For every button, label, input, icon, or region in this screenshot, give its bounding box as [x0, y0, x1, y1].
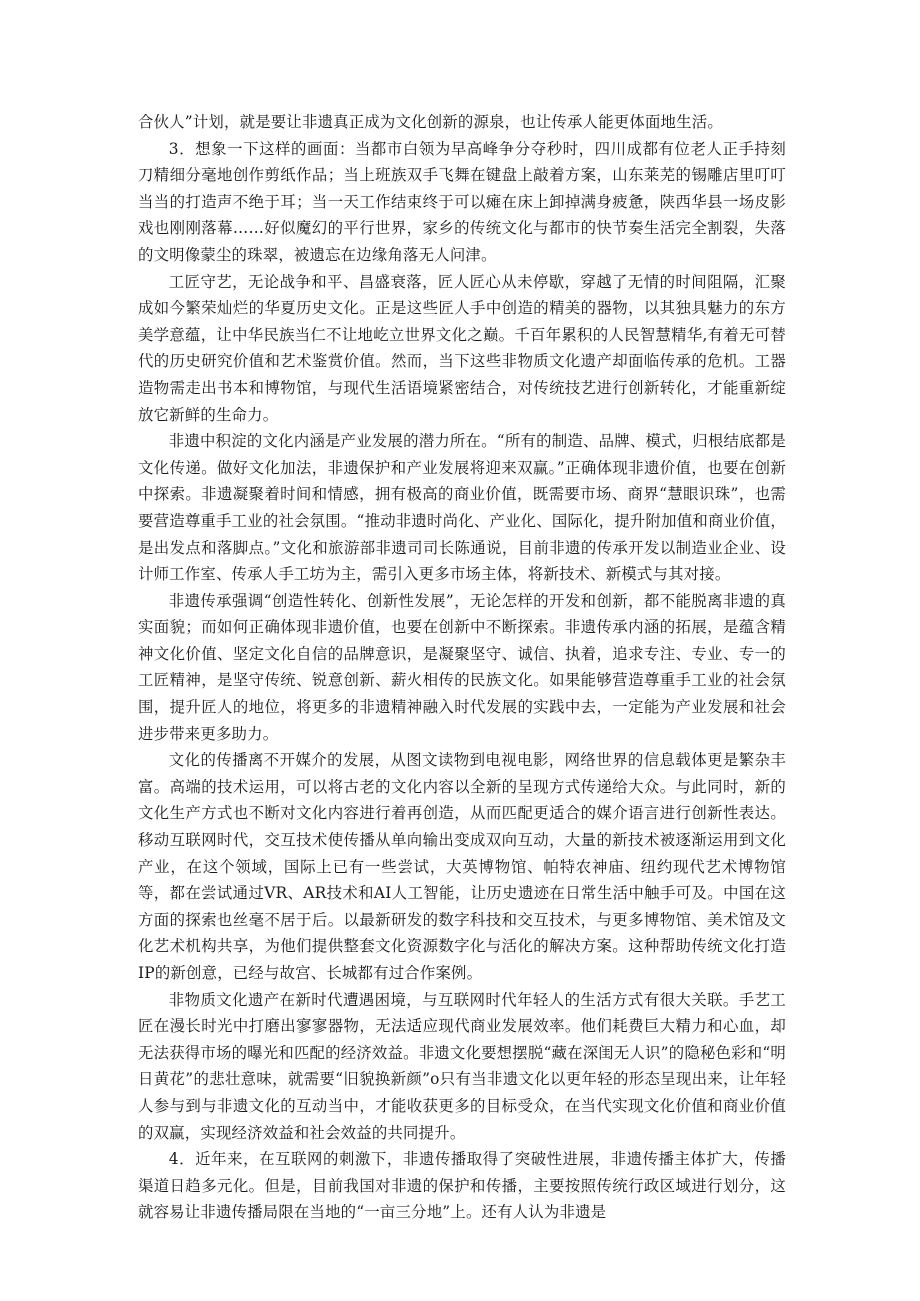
paragraph-industry-potential: 非遗中积淀的文化内涵是产业发展的潜力所在。“所有的制造、品牌、模式，归根结底都是文化传递。做好文化加法，非遗保护和产业发展将迎来双赢。”正确体现非遗价值，也要在创新中探索。非遗凝聚着时间和情感，拥有极高的商业价值，既需要市场、商界“慧眼识珠”，也需要营造尊重手工业的社会氛围。“推动非遗时尚化、产业化、国际化，提升附加值和商业价值，是出发点和落脚点。”文化和旅游部非遗司司长陈通说，目前非遗的传承开发以制造业企业、设计师工作室、传承人手工坊为主，需引入更多市场主体，将新技术、新模式与其对接。: [138, 432, 786, 584]
paragraph-new-era: 非物质文化遗产在新时代遭遇困境，与互联网时代年轻人的生活方式有很大关联。手艺工匠在漫长时光中打磨出寥寥器物，无法适应现代商业发展效率。他们耗费巨大精力和心血，却无法获得市场的曝光和匹配的经济效益。非遗文化要想摆脱“藏在深闺无人识”的隐秘色彩和“明日黄花”的悲壮意味，就需要“旧貌换新颜”o只有当非遗文化以更年轻的形态呈现出来，让年轻人参与到与非遗文化的互动当中，才能收获更多的目标受众，在当代实现文化价值和商业价值的双赢，实现经济效益和社会效益的共同提升。: [138, 990, 786, 1142]
paragraph-continuation: 合伙人”计划，就是要让非遗真正成为文化创新的源泉，也让传承人能更体面地生活。: [138, 113, 723, 131]
paragraph-item-4: 4．近年来，在互联网的刺激下，非遗传播取得了突破性进展，非遗传播主体扩大，传播渠道日趋多元化。但是，目前我国对非遗的保护和传播，主要按照传统行政区域进行划分，这就容易让非遗传播局限在当地的“一亩三分地”上。还有人认为非遗是: [138, 1150, 786, 1222]
document-body: [138, 109, 786, 1226]
paragraph-inheritance: 非遗传承强调“创造性转化、创新性发展”，无论怎样的开发和创新，都不能脱离非遗的真实面貌；而如何正确体现非遗价值，也要在创新中不断探索。非遗传承内涵的拓展，是蕴含精神文化价值、坚定文化自信的品牌意识，是凝聚坚守、诚信、执着，追求专注、专业、专一的工匠精神，是坚守传统、锐意创新、薪火相传的民族文化。如果能够营造尊重手工业的社会氛围，提升匠人的地位，将更多的非遗精神融入时代发展的实践中去，一定能为产业发展和社会进步带来更多助力。: [138, 591, 786, 743]
paragraph-item-3: 3．想象一下这样的画面：当都市白领为早高峰争分夺秒时，四川成都有位老人正手持刻刀精细分毫地创作剪纸作品；当上班族双手飞舞在键盘上敲着方案，山东莱芜的锡雕店里叮叮当当的打造声不绝于耳；当一天工作结束终于可以瘫在床上卸掉满身疲惫，陕西华县一场皮影戏也刚刚落幕……好似魔幻的平行世界，家乡的传统文化与都市的快节奏生活完全割裂，失落的文明像蒙尘的珠翠，被遗忘在边缘角落无人问津。: [138, 139, 786, 264]
paragraph-media: 文化的传播离不开媒介的发展，从图文读物到电视电影，网络世界的信息载体更是繁杂丰富。高端的技术运用，可以将古老的文化内容以全新的呈现方式传递给大众。与此同时，新的文化生产方式也不断对文化内容进行着再创造，从而匹配更适合的媒介语言进行创新性表达。移动互联网时代，交互技术使传播从单向输出变成双向互动，大量的新技术被逐渐运用到文化产业，在这个领域，国际上已有一些尝试，大英博物馆、帕特农神庙、纽约现代艺术博物馆等，都在尝试通过VR、AR技术和AI人工智能，让历史遗迹在日常生活中触手可及。中国在这方面的探索也丝毫不居于后。以最新研发的数字科技和交互技术，与更多博物馆、美术馆及文化艺术机构共享，为他们提供整套文化资源数字化与活化的解决方案。这种帮助传统文化打造IP的新创意，已经与故宫、长城都有过合作案例。: [138, 751, 786, 982]
paragraph-craftsmanship: 工匠守艺，无论战争和平、昌盛衰落，匠人匠心从未停歇，穿越了无情的时间阻隔，汇聚成如今繁荣灿烂的华夏历史文化。正是这些匠人手中创造的精美的器物，以其独具魅力的东方美学意蕴，让中华民族当仁不让地屹立世界文化之巅。千百年累积的人民智慧精华,有着无可替代的历史研究价值和艺术鉴赏价值。然而，当下这些非物质文化遗产却面临传承的危机。工器造物需走出书本和博物馆，与现代生活语境紧密结合，对传统技艺进行创新转化，才能重新绽放它新鲜的生命力。: [138, 272, 786, 424]
